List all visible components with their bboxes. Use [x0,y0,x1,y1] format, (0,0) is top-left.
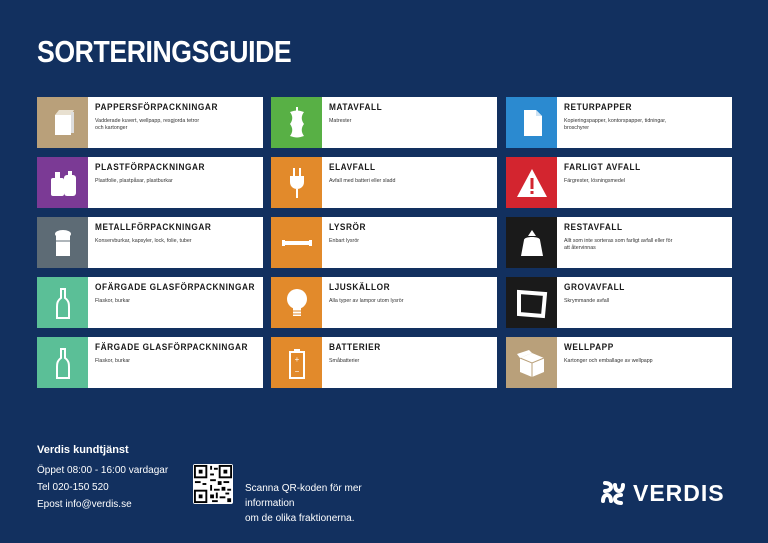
customer-service-title: Verdis kundtjänst [37,444,129,456]
frame-icon [506,277,557,328]
category-title: WELLPAPP [564,342,614,352]
category-text [557,97,674,148]
category-text [322,337,439,388]
category-card [506,277,732,328]
category-description: Matrester [329,118,352,124]
phone-number: Tel 020-150 520 [37,482,109,493]
category-description: Småbatterier [329,358,360,364]
category-card [506,217,732,268]
category-card [37,337,263,388]
category-description: Plastfolie, plastpåsar, plastburkar [95,178,173,184]
category-card [506,157,732,208]
qr-code[interactable] [193,464,233,504]
email-address: Epost info@verdis.se [37,499,132,510]
qr-info-line-1: Scanna QR-koden för mer information [245,483,362,509]
category-title: PAPPERSFÖRPACKNINGAR [95,102,218,112]
category-text [557,277,674,328]
warning-triangle-icon [506,157,557,208]
category-description: Allt som inte sorteras som farligt avfall eller för att återvinnas [564,238,673,251]
category-text [557,337,674,388]
svg-text:−: − [294,366,299,376]
qr-code-icon [193,464,233,504]
category-title: OFÄRGADE GLASFÖRPACKNINGAR [95,282,256,292]
colored-glass-bottle-icon [37,337,88,388]
category-text [88,277,263,328]
category-text [88,337,261,388]
clear-glass-bottle-icon [37,277,88,328]
category-column [37,97,263,397]
category-card [271,157,497,208]
plastic-bottle-icon [37,157,88,208]
battery-icon [271,337,322,388]
category-card [271,217,497,268]
category-description: Kartonger och emballage av wellpapp [564,358,653,364]
category-title: LYSRÖR [329,222,367,232]
category-text [88,217,222,268]
category-title: GROVAVFALL [564,282,625,292]
category-card [271,97,497,148]
category-card [271,337,497,388]
category-description: Flaskor, burkar [95,358,131,364]
category-column [271,97,497,397]
category-column [506,97,732,397]
category-description: Färgrester, lösningsmedel [564,178,625,184]
category-card [37,277,263,328]
page-title: SORTERINGSGUIDE [37,34,292,69]
category-text [322,157,439,208]
category-description: Enbart lysrör [329,238,360,244]
category-description: Vadderade kuvert, wellpapp, resgjorda tetror och kartonger [95,118,200,131]
category-title: ELAVFALL [329,162,376,172]
category-description: Kopieringspapper, kontorspapper, tidningar, broschyrer [564,118,667,131]
category-title: LJUSKÄLLOR [329,282,391,292]
category-title: RESTAVFALL [564,222,623,232]
trash-bag-icon [506,217,557,268]
category-description: Flaskor, burkar [95,298,131,304]
category-title: BATTERIER [329,342,381,352]
category-description: Konservburkar, kapsyler, lock, folie, tuber [95,238,192,244]
category-title: PLASTFÖRPACKNINGAR [95,162,206,172]
category-card [37,157,263,208]
category-text [88,97,229,148]
category-title: FARLIGT AVFALL [564,162,641,172]
qr-info-text [245,481,405,526]
logo-text: VERDIS [633,479,725,506]
category-card [37,97,263,148]
category-title: METALLFÖRPACKNINGAR [95,222,212,232]
category-title: FÄRGADE GLASFÖRPACKNINGAR [95,342,249,352]
metal-can-icon [37,217,88,268]
paper-sheet-icon [506,97,557,148]
svg-text:+: + [294,354,299,364]
qr-info-line-2: om de olika fraktionerna. [245,513,355,524]
category-card [506,97,732,148]
electric-plug-icon [271,157,322,208]
category-text [557,157,674,208]
category-text [322,217,439,268]
light-bulb-icon [271,277,322,328]
category-title: RETURPAPPER [564,102,633,112]
category-card [506,337,732,388]
category-text [88,157,215,208]
category-description: Avfall med batteri eller sladd [329,178,396,184]
category-description: Alla typer av lampor utom lysrör [329,298,404,304]
category-card [271,277,497,328]
category-text [557,217,674,268]
cardboard-box-icon [506,337,557,388]
category-title: MATAVFALL [329,102,383,112]
verdis-logo [599,479,725,507]
category-description: Skrymmande avfall [564,298,610,304]
category-card [37,217,263,268]
verdis-logo-icon [599,479,627,507]
category-text [322,97,439,148]
category-text [322,277,439,328]
apple-core-icon [271,97,322,148]
paper-carton-icon [37,97,88,148]
opening-hours: Öppet 08:00 - 16:00 vardagar [37,465,169,476]
fluorescent-tube-icon [271,217,322,268]
